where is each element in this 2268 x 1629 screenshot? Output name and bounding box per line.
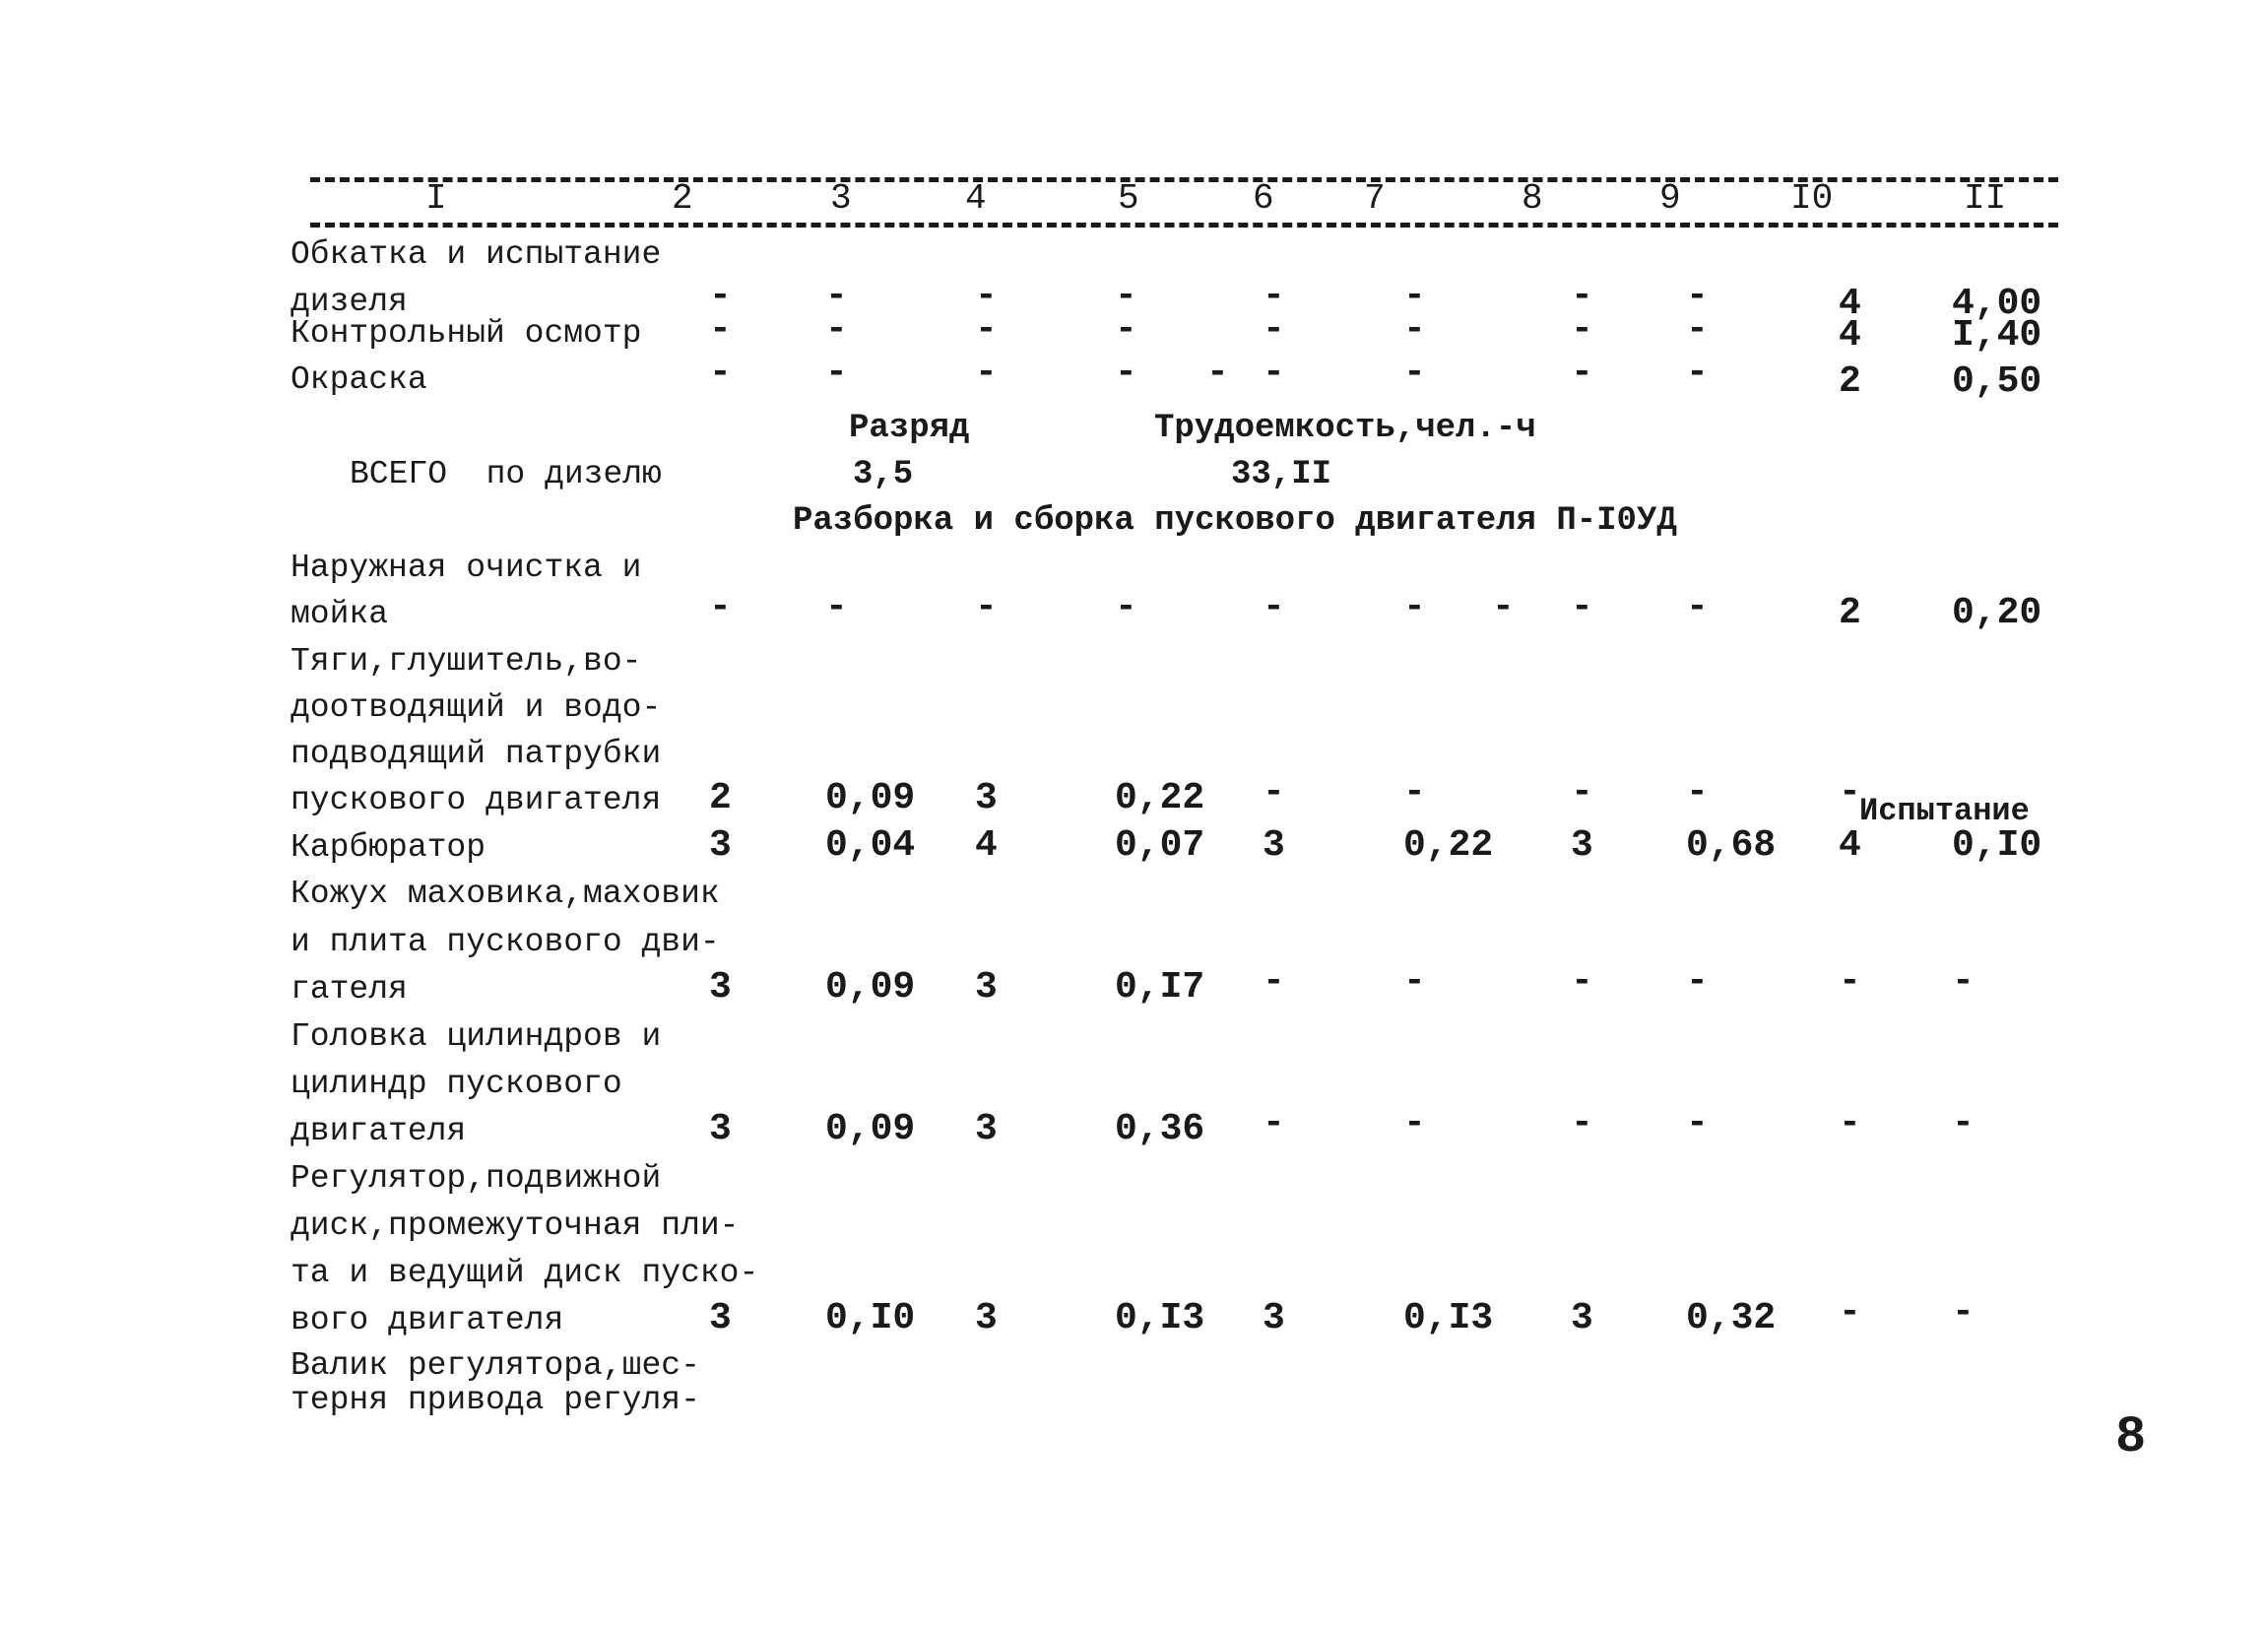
- cell-value: 3: [975, 966, 998, 1009]
- cell-dash: -: [1403, 308, 1426, 351]
- col-header-9: 9: [1659, 178, 1681, 219]
- cell-dash: -: [825, 308, 848, 351]
- cell-value: 4: [1839, 824, 1861, 867]
- cell-dash: -: [1686, 275, 1709, 317]
- cell-dash: -: [1952, 1291, 1975, 1334]
- cell-dash: -: [1206, 352, 1229, 394]
- cell-value: 3: [709, 966, 732, 1009]
- cell-value: 3: [975, 1108, 998, 1150]
- row-label: та и ведущий диск пуско-: [291, 1255, 759, 1291]
- row-label: терня привода регуля-: [291, 1382, 700, 1418]
- col-header-8: 8: [1522, 178, 1543, 219]
- row-label: Обкатка и испытание: [291, 236, 662, 273]
- row-label: доотводящий и водо-: [291, 689, 662, 726]
- row-label: мойка: [291, 596, 389, 632]
- cell-note: Испытание: [1859, 793, 2030, 829]
- cell-dash: -: [1571, 308, 1593, 351]
- cell-dash: -: [1571, 352, 1593, 394]
- cell-value: 0,09: [825, 966, 916, 1009]
- cell-value: 2: [1839, 360, 1861, 403]
- row-label: Регулятор,подвижной: [291, 1160, 662, 1197]
- cell-dash: -: [1686, 771, 1709, 814]
- cell-dash: -: [1839, 1102, 1861, 1144]
- row-label: Контрольный осмотр: [291, 315, 642, 352]
- cell-dash: -: [709, 352, 732, 394]
- row-label: Окраска: [291, 361, 427, 398]
- cell-dash: -: [1115, 308, 1137, 351]
- cell-dash: -: [975, 586, 998, 628]
- cell-dash: -: [1403, 586, 1426, 628]
- cell-dash: -: [975, 308, 998, 351]
- cell-dash: -: [1686, 960, 1709, 1003]
- cell-value: 4: [975, 824, 998, 867]
- cell-dash: -: [1839, 960, 1861, 1003]
- section-heading: Разборка и сборка пускового двигателя П-I0УД: [793, 502, 1677, 540]
- cell-value: 0,I0: [1952, 824, 2042, 867]
- row-label: цилиндр пускового: [291, 1066, 622, 1102]
- row-label: Головка цилиндров и: [291, 1018, 662, 1055]
- cell-dash: -: [1839, 1291, 1861, 1334]
- cell-dash: -: [1686, 586, 1709, 628]
- cell-value: 0,04: [825, 824, 916, 867]
- summary-rank: 3,5: [853, 456, 914, 493]
- cell-value: 0,22: [1403, 824, 1494, 867]
- cell-dash: -: [1263, 275, 1285, 317]
- col-header-4: 4: [965, 178, 987, 219]
- summary-labor: 33,II: [1231, 456, 1332, 493]
- cell-dash: -: [1263, 1102, 1285, 1144]
- cell-value: 0,22: [1115, 777, 1205, 819]
- cell-value: 3: [1263, 1297, 1285, 1339]
- page-number: 8: [2115, 1408, 2147, 1466]
- cell-dash: -: [1952, 960, 1975, 1003]
- cell-value: 0,I7: [1115, 966, 1205, 1009]
- row-label: Валик регулятора,шес-: [291, 1347, 700, 1384]
- row-label: Наружная очистка и: [291, 550, 642, 586]
- cell-dash: -: [825, 586, 848, 628]
- cell-dash: -: [825, 352, 848, 394]
- cell-dash: -: [825, 275, 848, 317]
- col-header-10: I0: [1790, 178, 1834, 219]
- cell-value: 4: [1839, 314, 1861, 357]
- cell-value: 4: [1839, 283, 1861, 325]
- cell-value: 0,I0: [825, 1297, 916, 1339]
- row-label: дизеля: [291, 284, 408, 320]
- cell-value: 0,20: [1952, 592, 2042, 634]
- cell-value: 3: [1263, 824, 1285, 867]
- cell-dash: -: [1263, 308, 1285, 351]
- row-label: двигателя: [291, 1113, 467, 1149]
- cell-value: 0,I3: [1115, 1297, 1205, 1339]
- cell-dash: -: [1263, 960, 1285, 1003]
- cell-dash: -: [1403, 275, 1426, 317]
- col-header-2: 2: [672, 178, 693, 219]
- cell-dash: -: [1571, 1102, 1593, 1144]
- row-label: Тяги,глушитель,во-: [291, 643, 642, 680]
- cell-value: 0,09: [825, 1108, 916, 1150]
- cell-dash: -: [1263, 586, 1285, 628]
- row-label: подводящий патрубки: [291, 736, 662, 772]
- cell-dash: -: [1403, 960, 1426, 1003]
- cell-value: 3: [709, 824, 732, 867]
- cell-dash: -: [1571, 275, 1593, 317]
- row-label: диск,промежуточная пли-: [291, 1207, 740, 1244]
- cell-dash: -: [1686, 1102, 1709, 1144]
- header-rule-bottom: [310, 223, 2058, 228]
- row-label: Карбюратор: [291, 829, 486, 866]
- row-label: гателя: [291, 971, 408, 1008]
- cell-dash: -: [1571, 586, 1593, 628]
- col-header-3: 3: [830, 178, 852, 219]
- row-label: вого двигателя: [291, 1302, 564, 1338]
- cell-dash: -: [1115, 352, 1137, 394]
- cell-value: I,40: [1952, 314, 2042, 357]
- cell-dash: -: [1571, 771, 1593, 814]
- cell-value: 4,00: [1952, 283, 2042, 325]
- cell-dash: -: [1403, 1102, 1426, 1144]
- cell-value: 2: [709, 777, 732, 819]
- cell-value: 3: [975, 1297, 998, 1339]
- summary-rank-heading: Разряд: [849, 410, 970, 447]
- cell-value: 0,I3: [1403, 1297, 1494, 1339]
- cell-dash: -: [1952, 1102, 1975, 1144]
- cell-dash: -: [1686, 308, 1709, 351]
- cell-dash: -: [709, 308, 732, 351]
- cell-dash: -: [975, 352, 998, 394]
- cell-dash: -: [709, 586, 732, 628]
- cell-dash: -: [975, 275, 998, 317]
- cell-dash: -: [1263, 352, 1285, 394]
- cell-value: 0,36: [1115, 1108, 1205, 1150]
- cell-dash: -: [1403, 352, 1426, 394]
- cell-value: 3: [1571, 1297, 1593, 1339]
- summary-labor-heading: Трудоемкость,чел.-ч: [1154, 410, 1536, 447]
- cell-dash: -: [1839, 771, 1861, 814]
- col-header-5: 5: [1118, 178, 1139, 219]
- cell-value: 0,68: [1686, 824, 1777, 867]
- cell-dash: -: [1115, 586, 1137, 628]
- cell-value: 3: [709, 1108, 732, 1150]
- cell-dash: -: [1492, 586, 1515, 628]
- row-label: и плита пускового дви-: [291, 924, 720, 960]
- row-label: Кожух маховика,маховик: [291, 876, 720, 912]
- cell-value: 0,32: [1686, 1297, 1777, 1339]
- cell-dash: -: [1115, 275, 1137, 317]
- cell-dash: -: [1686, 352, 1709, 394]
- cell-dash: -: [709, 275, 732, 317]
- summary-label: ВСЕГО по дизелю: [350, 456, 662, 492]
- cell-value: 0,07: [1115, 824, 1205, 867]
- cell-value: 3: [1571, 824, 1593, 867]
- cell-value: 3: [709, 1297, 732, 1339]
- col-header-7: 7: [1364, 178, 1386, 219]
- cell-value: 0,50: [1952, 360, 2042, 403]
- row-label: пускового двигателя: [291, 782, 662, 818]
- cell-dash: -: [1403, 771, 1426, 814]
- col-header-6: 6: [1253, 178, 1274, 219]
- cell-dash: -: [1571, 960, 1593, 1003]
- col-header-1: I: [425, 178, 447, 219]
- cell-value: 2: [1839, 592, 1861, 634]
- col-header-11: II: [1964, 178, 2007, 219]
- cell-value: 0,09: [825, 777, 916, 819]
- cell-value: 3: [975, 777, 998, 819]
- cell-dash: -: [1263, 771, 1285, 814]
